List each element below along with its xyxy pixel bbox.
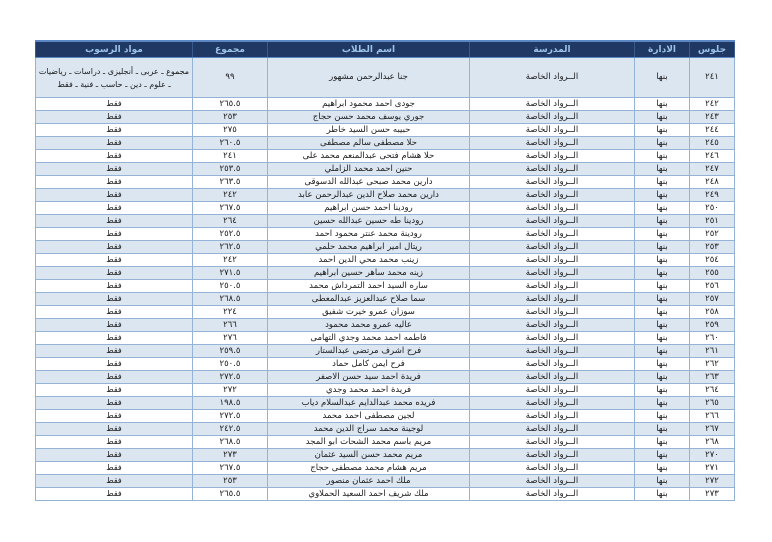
- name-cell: فاطمه احمد محمد وجدي التهامى: [268, 332, 470, 345]
- table-row: [36, 124, 735, 137]
- table-row: [36, 137, 735, 150]
- total-cell: ٢٦٠.٥: [193, 137, 268, 150]
- admin-cell: بنها: [635, 111, 690, 124]
- name-cell: حبيبه حسن السيد خاطر: [268, 124, 470, 137]
- school-cell: الــرواد الخاصة: [470, 423, 635, 436]
- name-cell: مريم هشام محمد مصطفى حجاج: [268, 462, 470, 475]
- seat-cell: ٢٧١: [690, 462, 735, 475]
- seat-cell: ٢٧٢: [690, 475, 735, 488]
- school-cell: الــرواد الخاصة: [470, 475, 635, 488]
- admin-cell: بنها: [635, 345, 690, 358]
- name-cell: رودينة محمد عنتر محمود احمد: [268, 228, 470, 241]
- fail-cell: فقط: [36, 137, 193, 150]
- total-cell: ٢٥٩.٥: [193, 345, 268, 358]
- admin-cell: بنها: [635, 423, 690, 436]
- total-cell: ٢٦٨.٥: [193, 293, 268, 306]
- seat-cell: ٢٤٦: [690, 150, 735, 163]
- fail-cell: فقط: [36, 488, 193, 501]
- total-cell: ٢٦٧.٥: [193, 462, 268, 475]
- table-row: [36, 293, 735, 306]
- admin-cell: بنها: [635, 215, 690, 228]
- name-cell: رودينا احمد حسن ابراهيم: [268, 202, 470, 215]
- table-row: [36, 241, 735, 254]
- total-cell: ٢٧١.٥: [193, 267, 268, 280]
- admin-cell: بنها: [635, 475, 690, 488]
- seat-cell: ٢٤٧: [690, 163, 735, 176]
- fail-cell: فقط: [36, 150, 193, 163]
- school-cell: الــرواد الخاصة: [470, 98, 635, 111]
- admin-cell: بنها: [635, 254, 690, 267]
- header-name: اسم الطلاب: [268, 41, 470, 58]
- results-table: [35, 40, 735, 501]
- seat-cell: ٢٧٠: [690, 449, 735, 462]
- fail-cell: فقط: [36, 280, 193, 293]
- table-row: [36, 111, 735, 124]
- school-cell: الــرواد الخاصة: [470, 163, 635, 176]
- admin-cell: بنها: [635, 163, 690, 176]
- school-cell: الــرواد الخاصة: [470, 267, 635, 280]
- admin-cell: بنها: [635, 410, 690, 423]
- name-cell: جنا عبدالرحمن مشهور: [268, 58, 470, 98]
- table-row: [36, 332, 735, 345]
- total-cell: ٢٧٢.٥: [193, 371, 268, 384]
- total-cell: ٢٧٥: [193, 124, 268, 137]
- table-row: [36, 358, 735, 371]
- name-cell: فرح ايمن كامل حماد: [268, 358, 470, 371]
- fail-cell: فقط: [36, 189, 193, 202]
- seat-cell: ٢٦٣: [690, 371, 735, 384]
- seat-cell: ٢٥١: [690, 215, 735, 228]
- seat-cell: ٢٦٦: [690, 410, 735, 423]
- school-cell: الــرواد الخاصة: [470, 384, 635, 397]
- seat-cell: ٢٤١: [690, 58, 735, 98]
- fail-cell: فقط: [36, 345, 193, 358]
- name-cell: فريده محمد عبدالدايم عبدالسلام دياب: [268, 397, 470, 410]
- fail-cell: فقط: [36, 267, 193, 280]
- total-cell: ٢٦٦: [193, 319, 268, 332]
- total-cell: ٢٥٣: [193, 475, 268, 488]
- table-row: [36, 345, 735, 358]
- table-row: [36, 397, 735, 410]
- name-cell: ملك شريف احمد السعيد الحملاوي: [268, 488, 470, 501]
- admin-cell: بنها: [635, 267, 690, 280]
- name-cell: ريتال امير ابراهيم محمد حلمي: [268, 241, 470, 254]
- seat-cell: ٢٥٩: [690, 319, 735, 332]
- total-cell: ٢٥٠.٥: [193, 358, 268, 371]
- total-cell: ٢٦٥.٥: [193, 488, 268, 501]
- admin-cell: بنها: [635, 488, 690, 501]
- header-fail-subjects: مواد الرسوب: [36, 41, 193, 58]
- school-cell: الــرواد الخاصة: [470, 254, 635, 267]
- table-row: [36, 462, 735, 475]
- table-row: [36, 163, 735, 176]
- admin-cell: بنها: [635, 358, 690, 371]
- school-cell: الــرواد الخاصة: [470, 488, 635, 501]
- seat-cell: ٢٤٣: [690, 111, 735, 124]
- school-cell: الــرواد الخاصة: [470, 358, 635, 371]
- name-cell: دارين محمد صبحى عبدالله الدسوقى: [268, 176, 470, 189]
- table-body: [36, 58, 735, 501]
- name-cell: رودينا طه حسين عبدالله حسين: [268, 215, 470, 228]
- fail-cell: فقط: [36, 228, 193, 241]
- seat-cell: ٢٦٠: [690, 332, 735, 345]
- name-cell: فريدة احمد سيد حسن الاصفر: [268, 371, 470, 384]
- admin-cell: بنها: [635, 384, 690, 397]
- table-row: [36, 202, 735, 215]
- total-cell: ٢٦٤: [193, 215, 268, 228]
- seat-cell: ٢٤٥: [690, 137, 735, 150]
- table-row: [36, 475, 735, 488]
- table-row: [36, 280, 735, 293]
- school-cell: الــرواد الخاصة: [470, 319, 635, 332]
- fail-cell: فقط: [36, 111, 193, 124]
- school-cell: الــرواد الخاصة: [470, 345, 635, 358]
- seat-cell: ٢٤٩: [690, 189, 735, 202]
- admin-cell: بنها: [635, 332, 690, 345]
- table-row: [36, 215, 735, 228]
- admin-cell: بنها: [635, 137, 690, 150]
- fail-cell: فقط: [36, 332, 193, 345]
- admin-cell: بنها: [635, 436, 690, 449]
- fail-cell: فقط: [36, 449, 193, 462]
- seat-cell: ٢٥٧: [690, 293, 735, 306]
- total-cell: ٢٦٢.٥: [193, 241, 268, 254]
- name-cell: زينه محمد ساهر حسين ابراهيم: [268, 267, 470, 280]
- school-cell: الــرواد الخاصة: [470, 306, 635, 319]
- total-cell: ٢٧٣: [193, 449, 268, 462]
- school-cell: الــرواد الخاصة: [470, 58, 635, 98]
- name-cell: مريم باسم محمد الشحات ابو المجد: [268, 436, 470, 449]
- school-cell: الــرواد الخاصة: [470, 449, 635, 462]
- fail-cell: فقط: [36, 436, 193, 449]
- total-cell: ٢٥٢.٥: [193, 228, 268, 241]
- fail-cell: مجموع ـ عربى ـ أنجليزى ـ دراسات ـ رياضيات ـ علوم ـ دين ـ حاسب ـ فنية ـ فقط: [36, 58, 193, 98]
- table-row: [36, 371, 735, 384]
- admin-cell: بنها: [635, 306, 690, 319]
- school-cell: الــرواد الخاصة: [470, 124, 635, 137]
- seat-cell: ٢٥٦: [690, 280, 735, 293]
- fail-cell: فقط: [36, 475, 193, 488]
- school-cell: الــرواد الخاصة: [470, 189, 635, 202]
- fail-cell: فقط: [36, 384, 193, 397]
- admin-cell: بنها: [635, 150, 690, 163]
- admin-cell: بنها: [635, 449, 690, 462]
- total-cell: ٢٤٢: [193, 189, 268, 202]
- total-cell: ٢٦٧.٥: [193, 202, 268, 215]
- table-row: [36, 384, 735, 397]
- admin-cell: بنها: [635, 124, 690, 137]
- admin-cell: بنها: [635, 202, 690, 215]
- school-cell: الــرواد الخاصة: [470, 215, 635, 228]
- school-cell: الــرواد الخاصة: [470, 176, 635, 189]
- table-row: [36, 98, 735, 111]
- admin-cell: بنها: [635, 58, 690, 98]
- seat-cell: ٢٥٠: [690, 202, 735, 215]
- name-cell: سما صلاح عبدالعزيز عبدالمعطى: [268, 293, 470, 306]
- fail-cell: فقط: [36, 397, 193, 410]
- table-row: [36, 254, 735, 267]
- school-cell: الــرواد الخاصة: [470, 137, 635, 150]
- seat-cell: ٢٥٣: [690, 241, 735, 254]
- fail-cell: فقط: [36, 215, 193, 228]
- table-row: [36, 410, 735, 423]
- name-cell: حلا هشام فتحى عبدالمنعم محمد على: [268, 150, 470, 163]
- fail-cell: فقط: [36, 293, 193, 306]
- fail-cell: فقط: [36, 462, 193, 475]
- name-cell: جودى احمد محمود ابراهيم: [268, 98, 470, 111]
- total-cell: ٢٢٤: [193, 306, 268, 319]
- school-cell: الــرواد الخاصة: [470, 111, 635, 124]
- total-cell: ٢٦٨.٥: [193, 436, 268, 449]
- name-cell: سوزان عمرو خيرت شفيق: [268, 306, 470, 319]
- fail-cell: فقط: [36, 254, 193, 267]
- school-cell: الــرواد الخاصة: [470, 436, 635, 449]
- fail-cell: فقط: [36, 202, 193, 215]
- admin-cell: بنها: [635, 228, 690, 241]
- total-cell: ١٩٨.٥: [193, 397, 268, 410]
- table-row: [36, 449, 735, 462]
- total-cell: ٢٧٢.٥: [193, 410, 268, 423]
- total-cell: ٢٥٠.٥: [193, 280, 268, 293]
- name-cell: جوري يوسف محمد حسن حجاج: [268, 111, 470, 124]
- name-cell: زينب محمد محي الدين احمد: [268, 254, 470, 267]
- seat-cell: ٢٥٢: [690, 228, 735, 241]
- name-cell: دارين محمد صلاح الدين عبدالرحمن عابد: [268, 189, 470, 202]
- total-cell: ٢٥٣: [193, 111, 268, 124]
- seat-cell: ٢٦٢: [690, 358, 735, 371]
- total-cell: ٢٤٢: [193, 254, 268, 267]
- name-cell: حنين احمد محمد الزاملي: [268, 163, 470, 176]
- school-cell: الــرواد الخاصة: [470, 332, 635, 345]
- table-row: [36, 58, 735, 98]
- name-cell: فرح اشرف مرتضى عبدالستار: [268, 345, 470, 358]
- fail-cell: فقط: [36, 176, 193, 189]
- school-cell: الــرواد الخاصة: [470, 462, 635, 475]
- table-row: [36, 306, 735, 319]
- total-cell: ٢٤١: [193, 150, 268, 163]
- admin-cell: بنها: [635, 241, 690, 254]
- fail-cell: فقط: [36, 241, 193, 254]
- name-cell: لجين مصطفى احمد محمد: [268, 410, 470, 423]
- fail-cell: فقط: [36, 423, 193, 436]
- fail-cell: فقط: [36, 371, 193, 384]
- fail-cell: فقط: [36, 319, 193, 332]
- total-cell: ٢٤٢.٥: [193, 423, 268, 436]
- seat-cell: ٢٦٧: [690, 423, 735, 436]
- school-cell: الــرواد الخاصة: [470, 410, 635, 423]
- table-row: [36, 423, 735, 436]
- table-row: [36, 488, 735, 501]
- school-cell: الــرواد الخاصة: [470, 228, 635, 241]
- seat-cell: ٢٤٢: [690, 98, 735, 111]
- table-row: [36, 189, 735, 202]
- seat-cell: ٢٥٨: [690, 306, 735, 319]
- total-cell: ٢٧٢: [193, 384, 268, 397]
- seat-cell: ٢٧٣: [690, 488, 735, 501]
- admin-cell: بنها: [635, 293, 690, 306]
- school-cell: الــرواد الخاصة: [470, 202, 635, 215]
- table-header-row: [36, 41, 735, 58]
- total-cell: ٢٦٣.٥: [193, 176, 268, 189]
- seat-cell: ٢٦٥: [690, 397, 735, 410]
- total-cell: ٩٩: [193, 58, 268, 98]
- name-cell: ساره السيد احمد التمرداش محمد: [268, 280, 470, 293]
- school-cell: الــرواد الخاصة: [470, 280, 635, 293]
- seat-cell: ٢٤٤: [690, 124, 735, 137]
- name-cell: مريم محمد حسن السيد عثمان: [268, 449, 470, 462]
- table-row: [36, 150, 735, 163]
- school-cell: الــرواد الخاصة: [470, 241, 635, 254]
- fail-cell: فقط: [36, 410, 193, 423]
- fail-cell: فقط: [36, 124, 193, 137]
- table-row: [36, 436, 735, 449]
- header-school: المدرسة: [470, 41, 635, 58]
- total-cell: ٢٥٣.٥: [193, 163, 268, 176]
- table-row: [36, 267, 735, 280]
- seat-cell: ٢٦٨: [690, 436, 735, 449]
- school-cell: الــرواد الخاصة: [470, 293, 635, 306]
- school-cell: الــرواد الخاصة: [470, 397, 635, 410]
- fail-cell: فقط: [36, 163, 193, 176]
- admin-cell: بنها: [635, 98, 690, 111]
- admin-cell: بنها: [635, 319, 690, 332]
- fail-cell: فقط: [36, 306, 193, 319]
- seat-cell: ٢٦٤: [690, 384, 735, 397]
- name-cell: لوجينة محمد سراج الدين محمد: [268, 423, 470, 436]
- school-cell: الــرواد الخاصة: [470, 371, 635, 384]
- table-row: [36, 228, 735, 241]
- school-cell: الــرواد الخاصة: [470, 150, 635, 163]
- seat-cell: ٢٥٥: [690, 267, 735, 280]
- fail-cell: فقط: [36, 358, 193, 371]
- seat-cell: ٢٦١: [690, 345, 735, 358]
- admin-cell: بنها: [635, 189, 690, 202]
- total-cell: ٢٧٦: [193, 332, 268, 345]
- header-admin: الادارة: [635, 41, 690, 58]
- name-cell: عاليه عمرو محمد محمود: [268, 319, 470, 332]
- seat-cell: ٢٤٨: [690, 176, 735, 189]
- admin-cell: بنها: [635, 280, 690, 293]
- header-total: مجموع: [193, 41, 268, 58]
- seat-cell: ٢٥٤: [690, 254, 735, 267]
- admin-cell: بنها: [635, 371, 690, 384]
- admin-cell: بنها: [635, 397, 690, 410]
- name-cell: ملك احمد عثمان منصور: [268, 475, 470, 488]
- total-cell: ٢٦٥.٥: [193, 98, 268, 111]
- table-row: [36, 319, 735, 332]
- admin-cell: بنها: [635, 462, 690, 475]
- table-row: [36, 176, 735, 189]
- name-cell: حلا مصطفى سالم مصطفى: [268, 137, 470, 150]
- header-seat: جلوس: [690, 41, 735, 58]
- name-cell: فريدة احمد محمد وجدي: [268, 384, 470, 397]
- fail-cell: فقط: [36, 98, 193, 111]
- admin-cell: بنها: [635, 176, 690, 189]
